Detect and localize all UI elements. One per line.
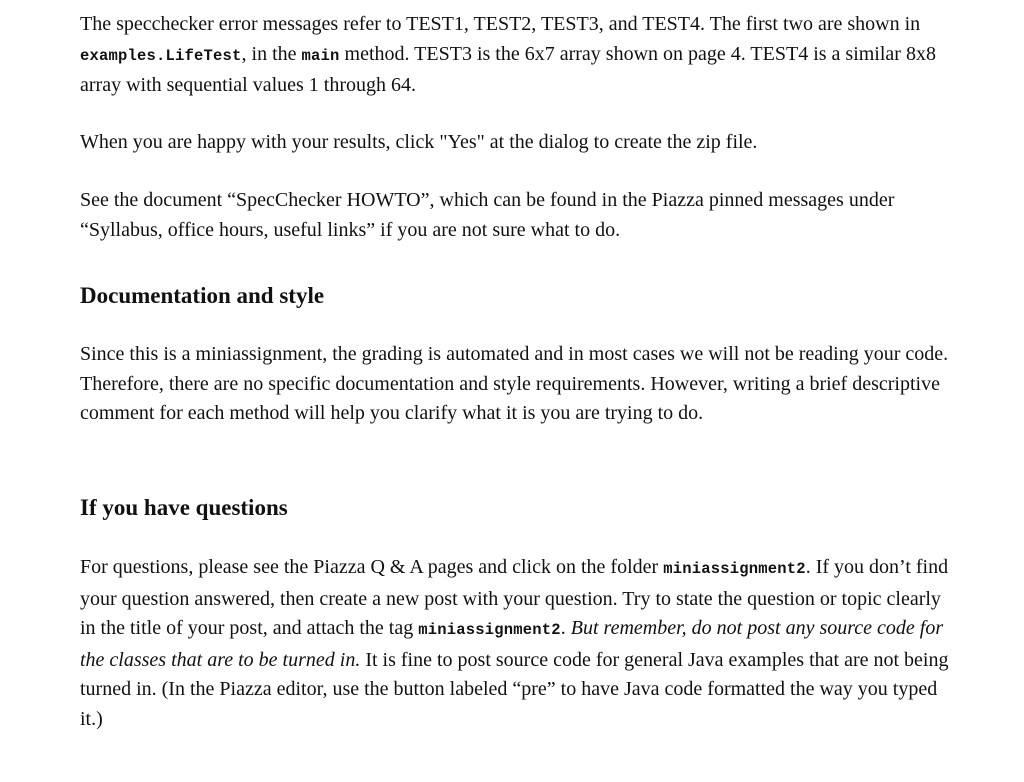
documentation-paragraph: Since this is a miniassignment, the grading is automated and in most cases we will not be reading your code. Therefore, there are no specific documentation and style requirements. However, writing a brief descriptive comment for each method will help you clarify what it is you are trying to do.	[80, 343, 949, 424]
text-run: It is fine to post source code for general Java examples that are not being turned in. (In the Piazza editor, use the button labeled “pre” to have Java code formatted the way you typed it.)	[80, 648, 949, 730]
text-run: .	[560, 617, 571, 639]
text-run: , in the	[241, 42, 302, 65]
zip-file-paragraph: When you are happy with your results, click "Yes" at the dialog to create the zip file.	[80, 131, 758, 153]
code-tag-name: miniassignment2	[418, 621, 561, 639]
documentation-heading: Documentation and style	[80, 283, 325, 308]
specchecker-test-paragraph	[80, 10, 960, 101]
code-examples-lifetest: examples.LifeTest	[80, 46, 242, 65]
text-run: For questions, please see the Piazza Q & A pages and click on the folder	[80, 556, 664, 578]
text-run: . If you don’t find your question answered, then create a new post with your question. Try to state the question or topic clearly in the title of your post, and attach the tag	[80, 556, 949, 639]
text-run: method. TEST3 is the 6x7 array shown on page 4. TEST4 is a similar 8x8 array with sequential values 1 through 64.	[80, 42, 936, 96]
code-main: main	[301, 46, 340, 65]
code-folder-name: miniassignment2	[663, 560, 806, 578]
italic-warning: But remember, do not post any source code for the classes that are to be turned in.	[80, 617, 944, 671]
questions-heading: If you have questions	[80, 495, 288, 520]
text-run: The specchecker error messages refer to TEST1, TEST2, TEST3, and TEST4. The first two are shown in	[80, 13, 921, 35]
specchecker-howto-paragraph: See the document “SpecChecker HOWTO”, which can be found in the Piazza pinned messages under “Syllabus, office hours, useful links” if you are not sure what to do.	[80, 189, 895, 241]
questions-paragraph	[80, 553, 960, 734]
